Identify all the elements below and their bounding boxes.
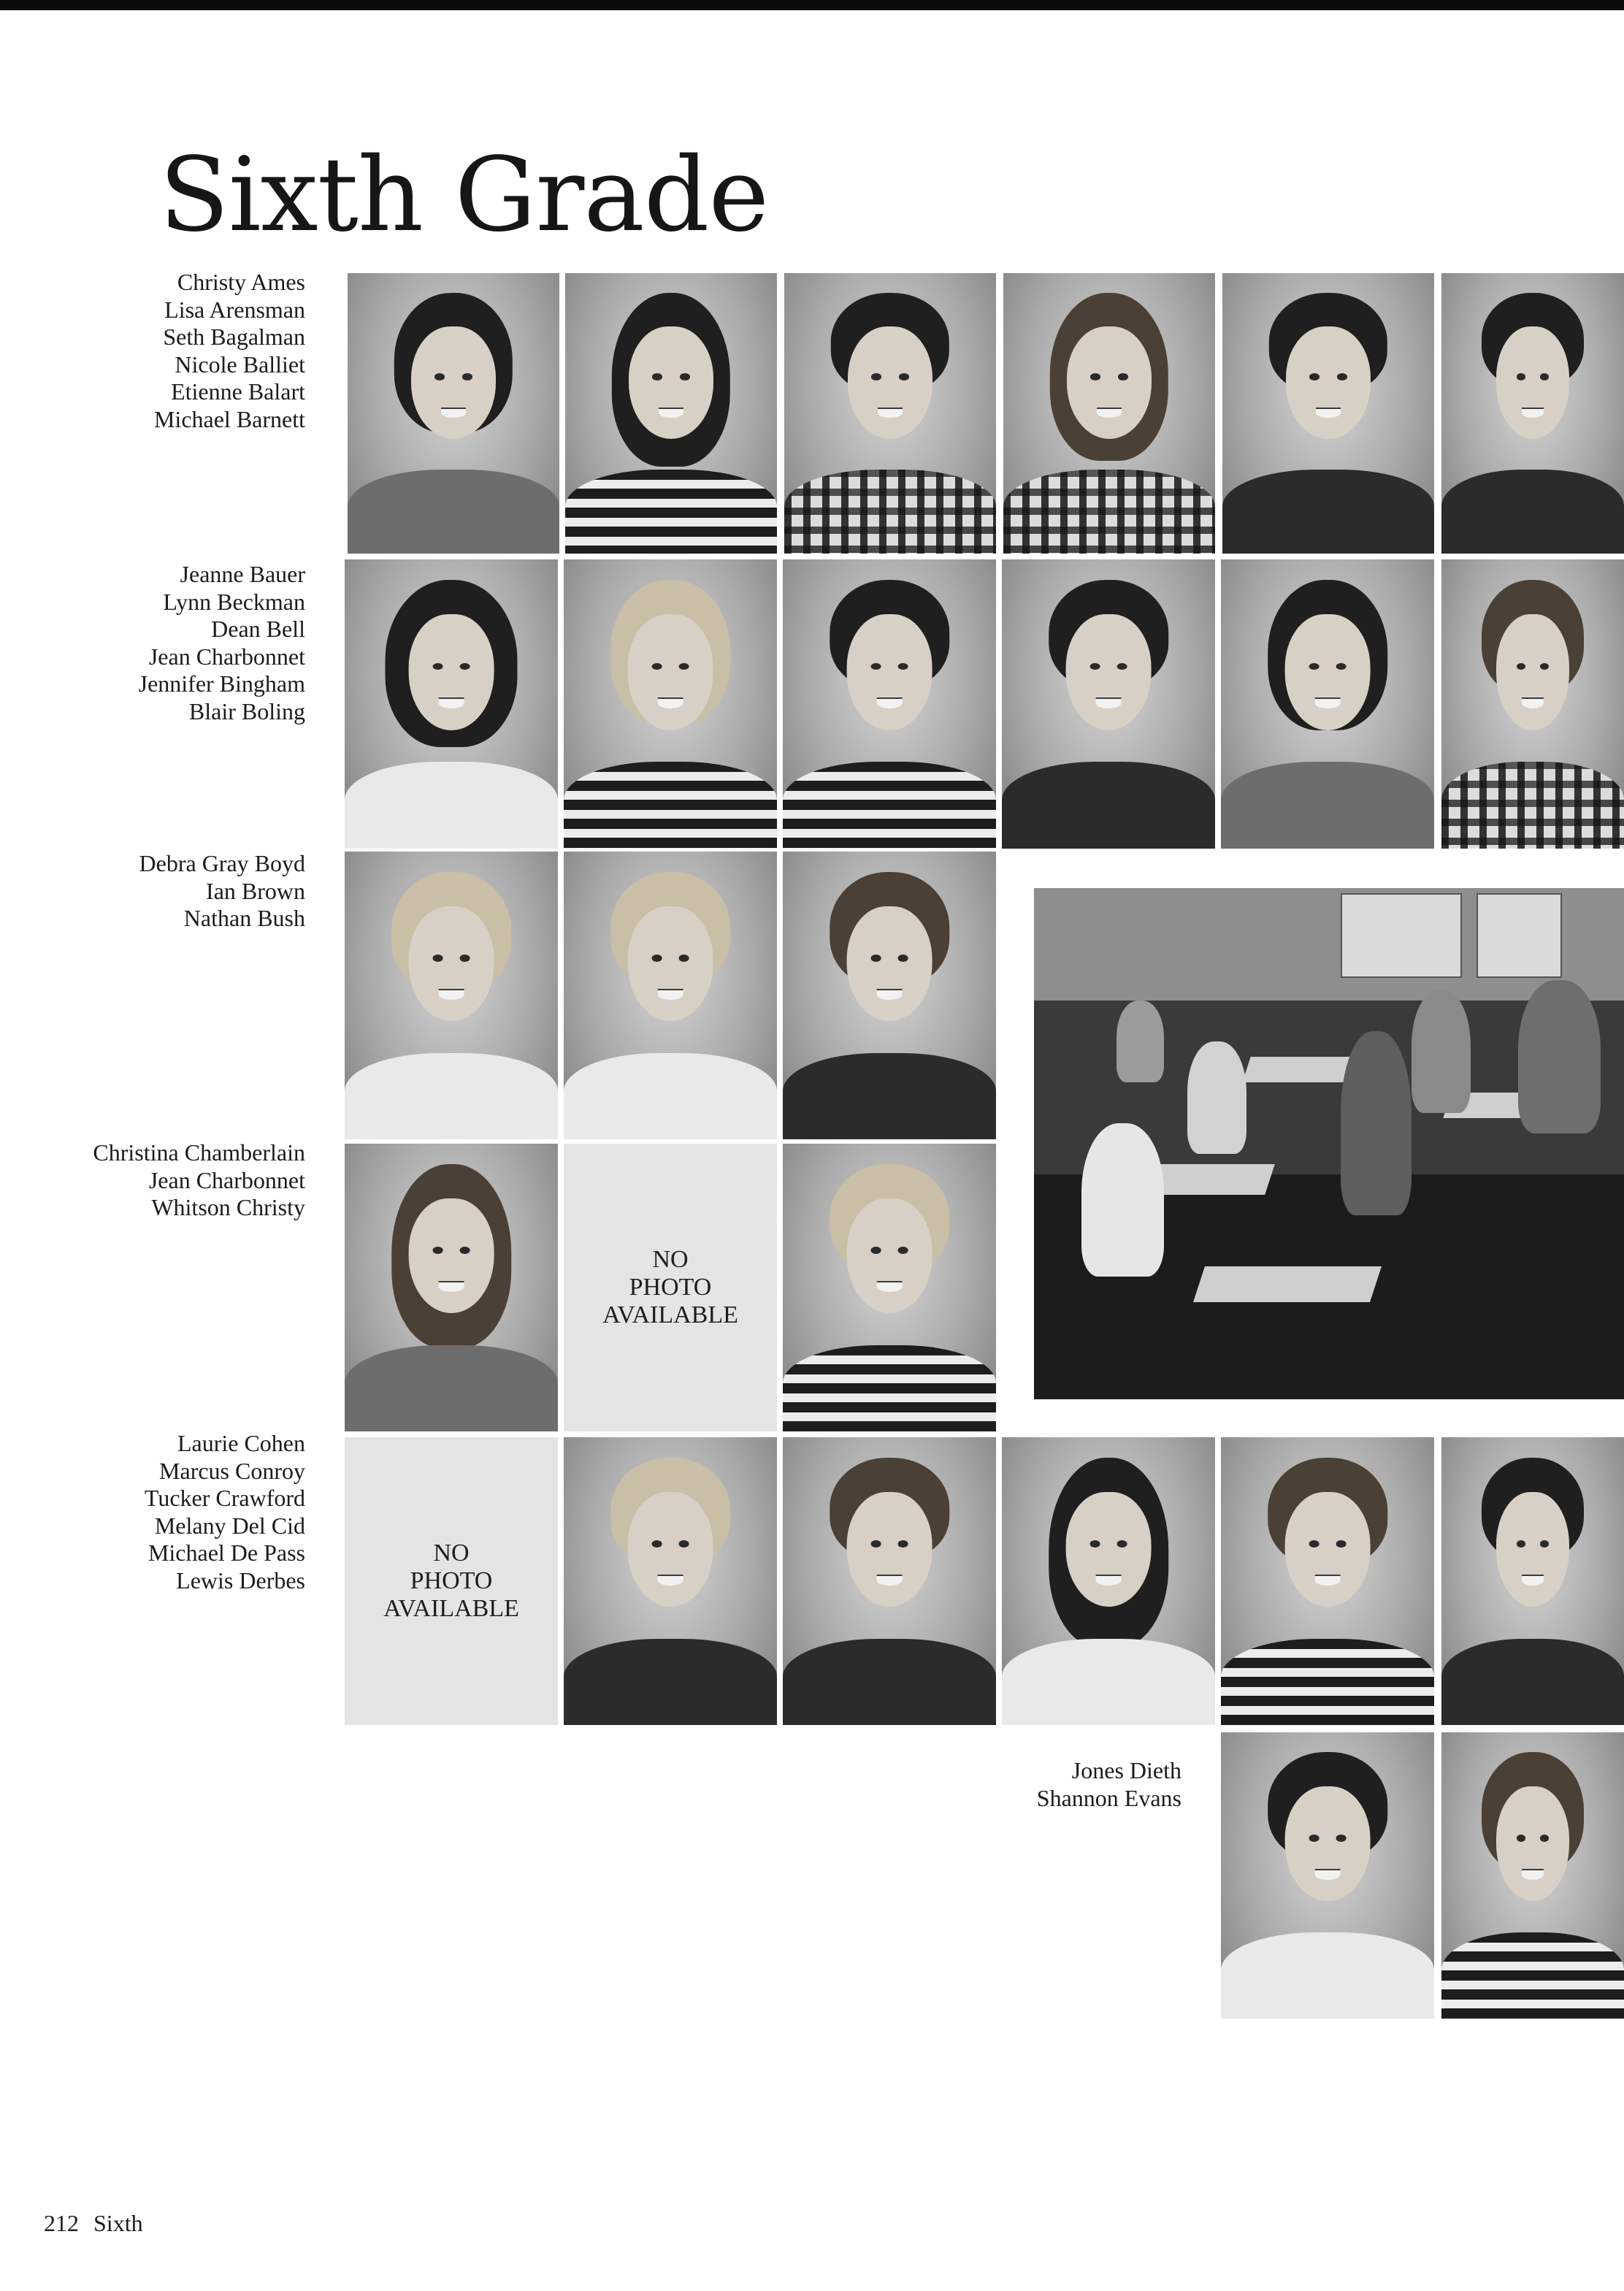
student-name: Lisa Arensman bbox=[164, 296, 305, 323]
student-portrait bbox=[564, 559, 777, 849]
student-figure bbox=[1187, 1041, 1246, 1154]
portrait-shirt bbox=[564, 1639, 777, 1725]
student-portrait bbox=[1441, 559, 1624, 849]
student-name: Jeanne Bauer bbox=[180, 561, 305, 587]
student-portrait bbox=[783, 559, 996, 849]
portrait-face bbox=[1496, 1786, 1569, 1901]
student-portrait bbox=[564, 852, 777, 1139]
portrait-face bbox=[409, 906, 494, 1022]
desk bbox=[1193, 1266, 1382, 1302]
student-portrait bbox=[784, 273, 996, 554]
student-name: Jean Charbonnet bbox=[148, 1166, 305, 1193]
student-name: Jennifer Bingham bbox=[138, 670, 305, 697]
portrait-shirt bbox=[783, 762, 996, 849]
no-photo-placeholder bbox=[345, 1437, 558, 1725]
portrait-shirt bbox=[345, 762, 558, 849]
student-portrait bbox=[783, 1144, 996, 1431]
section-label: Sixth bbox=[93, 2210, 143, 2236]
student-name: Marcus Conroy bbox=[159, 1457, 305, 1484]
portrait-shirt bbox=[348, 470, 559, 554]
student-name: Melany Del Cid bbox=[154, 1512, 305, 1539]
portrait-shirt bbox=[784, 470, 996, 554]
portrait-shirt bbox=[564, 1053, 777, 1139]
student-portrait bbox=[1221, 559, 1434, 849]
student-portrait bbox=[345, 852, 558, 1139]
portrait-face bbox=[1066, 1492, 1152, 1607]
student-figure bbox=[1341, 1031, 1412, 1215]
portrait-face bbox=[409, 1198, 494, 1314]
no-photo-text: NO PHOTO AVAILABLE bbox=[383, 1540, 519, 1622]
portrait-face bbox=[847, 1198, 932, 1314]
student-name: Christina Chamberlain bbox=[93, 1139, 305, 1166]
no-photo-text: NO PHOTO AVAILABLE bbox=[602, 1246, 738, 1328]
portrait-face bbox=[1496, 1492, 1569, 1607]
portrait-face bbox=[848, 326, 932, 439]
page-number: 212 bbox=[44, 2210, 79, 2236]
portrait-shirt bbox=[783, 1345, 996, 1431]
portrait-face bbox=[628, 614, 713, 730]
portrait-face bbox=[1066, 614, 1152, 730]
student-portrait bbox=[1002, 1437, 1215, 1725]
student-figure bbox=[1412, 990, 1471, 1113]
student-name: Lynn Beckman bbox=[163, 588, 305, 615]
portrait-face bbox=[847, 614, 932, 730]
portrait-face bbox=[628, 906, 713, 1022]
student-name: Blair Boling bbox=[188, 697, 305, 724]
portrait-shirt bbox=[1441, 470, 1624, 554]
portrait-face bbox=[1496, 326, 1569, 439]
page-footer bbox=[44, 2210, 158, 2237]
no-photo-placeholder bbox=[564, 1144, 777, 1431]
student-portrait bbox=[1441, 1732, 1624, 2019]
portrait-shirt bbox=[1441, 1932, 1624, 2019]
portrait-shirt bbox=[1002, 1639, 1215, 1725]
student-portrait bbox=[1002, 559, 1215, 849]
portrait-face bbox=[1286, 326, 1371, 439]
name-list-row-4 bbox=[0, 1139, 305, 1222]
portrait-face bbox=[411, 326, 496, 439]
student-name: Michael Barnett bbox=[153, 405, 305, 432]
student-name: Shannon Evans bbox=[1036, 1784, 1181, 1811]
student-name: Michael De Pass bbox=[148, 1540, 305, 1567]
portrait-face bbox=[1285, 614, 1371, 730]
student-name: Seth Bagalman bbox=[163, 324, 305, 351]
student-name: Nicole Balliet bbox=[175, 351, 305, 378]
portrait-shirt bbox=[1003, 470, 1215, 554]
portrait-face bbox=[409, 614, 494, 730]
portrait-face bbox=[628, 1492, 713, 1607]
name-list-row-3 bbox=[0, 850, 305, 933]
portrait-shirt bbox=[1002, 762, 1215, 849]
student-portrait bbox=[1003, 273, 1215, 554]
student-figure bbox=[1116, 1001, 1164, 1082]
classroom-photo bbox=[1034, 888, 1624, 1399]
portrait-shirt bbox=[564, 762, 777, 849]
name-list-row-5 bbox=[0, 1430, 305, 1595]
student-name: Laurie Cohen bbox=[177, 1430, 305, 1456]
portrait-shirt bbox=[565, 470, 777, 554]
student-name: Dean Bell bbox=[211, 616, 305, 643]
portrait-face bbox=[847, 1492, 932, 1607]
student-portrait bbox=[1221, 1437, 1434, 1725]
student-name: Jean Charbonnet bbox=[148, 643, 305, 670]
student-portrait bbox=[1222, 273, 1434, 554]
student-portrait bbox=[783, 1437, 996, 1725]
portrait-shirt bbox=[345, 1053, 558, 1139]
student-portrait bbox=[565, 273, 777, 554]
student-name: Nathan Bush bbox=[183, 905, 305, 932]
portrait-shirt bbox=[1441, 762, 1624, 849]
portrait-face bbox=[1285, 1492, 1371, 1607]
page-title: Sixth Grade bbox=[159, 136, 769, 255]
student-portrait bbox=[345, 559, 558, 849]
student-portrait bbox=[348, 273, 559, 554]
portrait-shirt bbox=[783, 1053, 996, 1139]
student-name: Tucker Crawford bbox=[144, 1485, 305, 1512]
student-portrait bbox=[564, 1437, 777, 1725]
portrait-shirt bbox=[783, 1639, 996, 1725]
portrait-shirt bbox=[1222, 470, 1434, 554]
portrait-shirt bbox=[1221, 1932, 1434, 2019]
portrait-face bbox=[847, 906, 932, 1022]
portrait-shirt bbox=[1221, 1639, 1434, 1725]
bulletin-board bbox=[1476, 893, 1562, 978]
student-figure bbox=[1518, 980, 1601, 1133]
student-name: Debra Gray Boyd bbox=[139, 850, 305, 876]
student-name: Jones Dieth bbox=[1071, 1757, 1181, 1783]
portrait-shirt bbox=[1441, 1639, 1624, 1725]
student-name: Lewis Derbes bbox=[176, 1567, 305, 1594]
student-name: Ian Brown bbox=[206, 877, 305, 904]
student-portrait bbox=[783, 852, 996, 1139]
portrait-face bbox=[1067, 326, 1152, 439]
student-portrait bbox=[1441, 1437, 1624, 1725]
name-list-row-6 bbox=[860, 1757, 1181, 1812]
portrait-face bbox=[629, 326, 713, 439]
name-list-row-1 bbox=[0, 269, 305, 434]
name-list-row-2 bbox=[0, 561, 305, 726]
portrait-face bbox=[1496, 614, 1569, 730]
bulletin-board bbox=[1341, 893, 1462, 978]
portrait-face bbox=[1285, 1786, 1371, 1901]
student-portrait bbox=[345, 1144, 558, 1431]
student-portrait bbox=[1441, 273, 1624, 554]
student-name: Whitson Christy bbox=[151, 1194, 305, 1221]
student-name: Etienne Balart bbox=[171, 378, 305, 405]
scan-top-border bbox=[0, 0, 1624, 10]
student-name: Christy Ames bbox=[177, 269, 305, 295]
student-figure bbox=[1081, 1123, 1164, 1277]
student-portrait bbox=[1221, 1732, 1434, 2019]
portrait-shirt bbox=[345, 1345, 558, 1431]
portrait-shirt bbox=[1221, 762, 1434, 849]
